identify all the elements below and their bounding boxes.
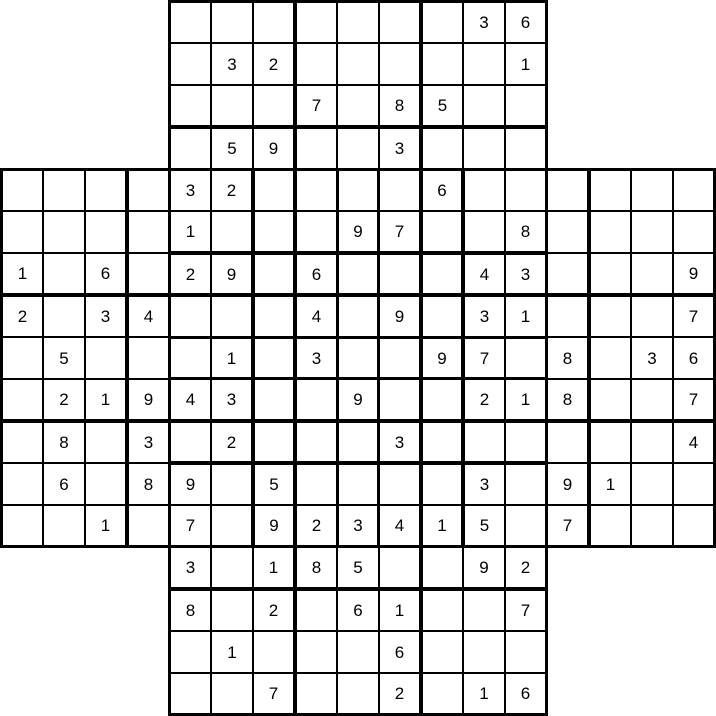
sudoku-cell-given[interactable]: 6 — [420, 168, 464, 211]
sudoku-cell-given[interactable]: 8 — [547, 337, 590, 379]
sudoku-cell-given[interactable]: 6 — [505, 0, 548, 43]
sudoku-cell-empty[interactable] — [547, 294, 590, 337]
sudoku-cell-empty[interactable] — [420, 631, 463, 673]
sudoku-cell-empty[interactable] — [0, 379, 43, 422]
sudoku-cell-given[interactable]: 1 — [85, 379, 128, 422]
sudoku-cell-empty[interactable] — [252, 379, 296, 422]
sudoku-cell-given[interactable]: 3 — [505, 252, 548, 296]
sudoku-cell-empty[interactable] — [420, 673, 463, 716]
sudoku-cell-given[interactable]: 3 — [168, 168, 211, 211]
sudoku-cell-empty[interactable] — [420, 43, 463, 85]
sudoku-cell-given[interactable]: 8 — [43, 420, 85, 463]
sudoku-cell-given[interactable]: 4 — [168, 379, 211, 422]
sudoku-cell-empty[interactable] — [379, 168, 422, 211]
sudoku-cell-given[interactable]: 6 — [379, 631, 422, 673]
sudoku-cell-empty[interactable] — [294, 588, 337, 631]
sudoku-cell-given[interactable]: 9 — [547, 463, 590, 505]
sudoku-cell-empty[interactable] — [505, 168, 548, 211]
sudoku-cell-empty[interactable] — [168, 85, 211, 128]
sudoku-cell-empty[interactable] — [252, 336, 296, 380]
sudoku-cell-empty[interactable] — [85, 463, 128, 505]
sudoku-cell-empty[interactable] — [0, 168, 43, 211]
sudoku-cell-empty[interactable] — [420, 252, 464, 296]
sudoku-cell-given[interactable]: 8 — [294, 547, 337, 590]
sudoku-cell-empty[interactable] — [294, 126, 337, 169]
sudoku-cell-given[interactable]: 2 — [168, 252, 211, 296]
sudoku-cell-empty[interactable] — [631, 294, 673, 337]
sudoku-cell-empty[interactable] — [337, 631, 379, 673]
sudoku-cell-empty[interactable] — [631, 505, 673, 548]
sudoku-cell-given[interactable]: 5 — [337, 547, 379, 590]
sudoku-cell-empty[interactable] — [336, 336, 380, 380]
sudoku-cell-empty[interactable] — [420, 420, 464, 464]
sudoku-cell-empty[interactable] — [505, 336, 548, 380]
sudoku-cell-empty[interactable] — [337, 0, 379, 43]
sudoku-cell-given[interactable]: 2 — [43, 379, 85, 422]
sudoku-cell-empty[interactable] — [0, 463, 43, 505]
sudoku-cell-given[interactable]: 1 — [420, 505, 464, 548]
sudoku-cell-given[interactable]: 7 — [505, 588, 548, 631]
sudoku-cell-given[interactable]: 3 — [211, 43, 253, 85]
sudoku-cell-empty[interactable] — [168, 0, 211, 43]
sudoku-cell-given[interactable]: 3 — [379, 420, 422, 464]
sudoku-cell-given[interactable]: 8 — [379, 85, 422, 128]
sudoku-cell-given[interactable]: 5 — [462, 505, 505, 548]
sudoku-cell-given[interactable]: 1 — [588, 463, 631, 505]
sudoku-cell-empty[interactable] — [505, 631, 548, 673]
sudoku-cell-empty[interactable] — [168, 631, 211, 673]
sudoku-cell-empty[interactable] — [336, 252, 380, 296]
sudoku-cell-empty[interactable] — [588, 168, 631, 211]
sudoku-cell-empty[interactable] — [505, 505, 548, 548]
sudoku-cell-empty[interactable] — [211, 673, 253, 716]
sudoku-cell-empty[interactable] — [379, 336, 422, 380]
sudoku-cell-empty[interactable] — [211, 0, 253, 43]
sudoku-cell-empty[interactable] — [420, 547, 463, 590]
sudoku-cell-empty[interactable] — [0, 505, 43, 548]
sudoku-cell-given[interactable]: 2 — [211, 168, 254, 211]
sudoku-cell-given[interactable]: 3 — [85, 294, 128, 337]
sudoku-cell-empty[interactable] — [379, 462, 422, 505]
sudoku-cell-empty[interactable] — [252, 294, 296, 337]
sudoku-cell-empty[interactable] — [126, 337, 169, 379]
sudoku-cell-given[interactable]: 8 — [505, 211, 548, 254]
sudoku-cell-empty[interactable] — [463, 43, 505, 85]
sudoku-cell-empty[interactable] — [211, 505, 254, 548]
sudoku-cell-empty[interactable] — [252, 420, 296, 464]
sudoku-cell-given[interactable]: 4 — [673, 420, 716, 463]
sudoku-cell-given[interactable]: 2 — [505, 547, 548, 590]
sudoku-cell-empty[interactable] — [631, 168, 673, 211]
sudoku-cell-given[interactable]: 9 — [126, 379, 169, 422]
sudoku-cell-given[interactable]: 1 — [211, 631, 253, 673]
sudoku-cell-given[interactable]: 1 — [85, 505, 128, 548]
sudoku-cell-empty[interactable] — [294, 211, 337, 254]
sudoku-cell-empty[interactable] — [294, 420, 337, 464]
sudoku-cell-given[interactable]: 7 — [253, 673, 296, 716]
sudoku-cell-empty[interactable] — [126, 505, 169, 548]
sudoku-cell-given[interactable]: 1 — [379, 588, 422, 631]
sudoku-cell-given[interactable]: 2 — [379, 673, 422, 716]
sudoku-cell-empty[interactable] — [463, 631, 505, 673]
sudoku-cell-empty[interactable] — [211, 547, 253, 590]
sudoku-cell-given[interactable]: 9 — [336, 379, 380, 422]
sudoku-cell-empty[interactable] — [253, 0, 296, 43]
sudoku-cell-empty[interactable] — [420, 294, 464, 337]
sudoku-cell-given[interactable]: 7 — [547, 505, 590, 548]
sudoku-cell-empty[interactable] — [85, 168, 128, 211]
sudoku-cell-given[interactable]: 3 — [294, 336, 337, 380]
sudoku-cell-given[interactable]: 3 — [631, 337, 673, 379]
sudoku-cell-empty[interactable] — [673, 168, 716, 211]
sudoku-cell-empty[interactable] — [463, 588, 505, 631]
sudoku-cell-empty[interactable] — [588, 337, 631, 379]
sudoku-cell-empty[interactable] — [252, 252, 296, 296]
sudoku-cell-given[interactable]: 1 — [505, 379, 548, 422]
sudoku-cell-given[interactable]: 3 — [168, 547, 211, 590]
sudoku-cell-given[interactable]: 2 — [294, 505, 337, 548]
sudoku-cell-empty[interactable] — [43, 168, 85, 211]
sudoku-cell-given[interactable]: 7 — [673, 294, 716, 337]
sudoku-cell-given[interactable]: 9 — [253, 126, 296, 169]
sudoku-cell-empty[interactable] — [126, 211, 169, 253]
sudoku-cell-given[interactable]: 5 — [211, 126, 253, 169]
sudoku-cell-given[interactable]: 5 — [252, 462, 296, 505]
sudoku-cell-empty[interactable] — [505, 420, 548, 464]
sudoku-cell-empty[interactable] — [547, 253, 590, 296]
sudoku-cell-empty[interactable] — [43, 253, 85, 296]
sudoku-cell-given[interactable]: 9 — [673, 253, 716, 296]
sudoku-cell-empty[interactable] — [505, 126, 548, 169]
sudoku-cell-given[interactable]: 4 — [462, 252, 505, 296]
sudoku-cell-empty[interactable] — [588, 379, 631, 422]
sudoku-cell-empty[interactable] — [379, 0, 422, 43]
sudoku-cell-empty[interactable] — [420, 462, 464, 505]
sudoku-cell-given[interactable]: 4 — [294, 294, 337, 337]
sudoku-cell-given[interactable]: 3 — [462, 294, 505, 337]
sudoku-cell-given[interactable]: 9 — [168, 462, 211, 505]
sudoku-cell-empty[interactable] — [43, 505, 85, 548]
sudoku-cell-given[interactable]: 7 — [294, 85, 337, 128]
sudoku-cell-empty[interactable] — [168, 294, 211, 337]
sudoku-cell-given[interactable]: 7 — [673, 379, 716, 422]
sudoku-cell-empty[interactable] — [211, 211, 254, 254]
sudoku-cell-empty[interactable] — [631, 420, 673, 463]
sudoku-cell-empty[interactable] — [168, 673, 211, 716]
sudoku-cell-empty[interactable] — [43, 211, 85, 253]
sudoku-cell-empty[interactable] — [0, 211, 43, 253]
sudoku-cell-empty[interactable] — [379, 379, 422, 422]
sudoku-cell-empty[interactable] — [505, 462, 548, 505]
sudoku-cell-empty[interactable] — [463, 85, 505, 128]
sudoku-cell-empty[interactable] — [253, 631, 296, 673]
sudoku-cell-given[interactable]: 9 — [211, 252, 254, 296]
sudoku-cell-given[interactable]: 1 — [505, 294, 548, 337]
sudoku-cell-given[interactable]: 8 — [126, 463, 169, 505]
sudoku-cell-given[interactable]: 9 — [463, 547, 505, 590]
sudoku-cell-given[interactable]: 2 — [253, 43, 296, 85]
sudoku-cell-given[interactable]: 7 — [462, 336, 505, 380]
sudoku-cell-empty[interactable] — [588, 505, 631, 548]
sudoku-cell-empty[interactable] — [211, 588, 253, 631]
sudoku-cell-given[interactable]: 9 — [379, 294, 422, 337]
sudoku-cell-given[interactable]: 2 — [462, 379, 505, 422]
sudoku-cell-empty[interactable] — [253, 85, 296, 128]
sudoku-cell-given[interactable]: 3 — [336, 505, 380, 548]
sudoku-cell-empty[interactable] — [294, 43, 337, 85]
sudoku-cell-empty[interactable] — [336, 168, 380, 211]
sudoku-cell-empty[interactable] — [168, 43, 211, 85]
sudoku-cell-empty[interactable] — [0, 420, 43, 463]
sudoku-cell-empty[interactable] — [126, 168, 169, 211]
sudoku-cell-empty[interactable] — [631, 463, 673, 505]
sudoku-cell-given[interactable]: 6 — [673, 337, 716, 379]
sudoku-cell-empty[interactable] — [211, 85, 253, 128]
sudoku-cell-given[interactable]: 1 — [211, 336, 254, 380]
sudoku-cell-empty[interactable] — [379, 252, 422, 296]
sudoku-cell-given[interactable]: 1 — [463, 673, 505, 716]
sudoku-cell-given[interactable]: 4 — [126, 294, 169, 337]
sudoku-cell-empty[interactable] — [126, 253, 169, 296]
sudoku-cell-given[interactable]: 7 — [379, 211, 422, 254]
sudoku-cell-empty[interactable] — [294, 0, 337, 43]
sudoku-cell-given[interactable]: 5 — [420, 85, 463, 128]
sudoku-cell-given[interactable]: 4 — [379, 505, 422, 548]
sudoku-cell-given[interactable]: 1 — [0, 253, 43, 296]
sudoku-cell-empty[interactable] — [588, 253, 631, 296]
sudoku-cell-empty[interactable] — [379, 547, 422, 590]
sudoku-cell-given[interactable]: 3 — [126, 420, 169, 463]
sudoku-cell-empty[interactable] — [588, 211, 631, 253]
sudoku-cell-empty[interactable] — [420, 379, 464, 422]
sudoku-cell-empty[interactable] — [168, 420, 211, 464]
sudoku-cell-empty[interactable] — [420, 588, 463, 631]
sudoku-cell-empty[interactable] — [294, 168, 337, 211]
sudoku-cell-given[interactable]: 9 — [336, 211, 380, 254]
sudoku-cell-given[interactable]: 3 — [462, 462, 505, 505]
sudoku-cell-empty[interactable] — [337, 673, 379, 716]
sudoku-cell-empty[interactable] — [294, 462, 337, 505]
sudoku-cell-empty[interactable] — [85, 420, 128, 463]
sudoku-cell-empty[interactable] — [294, 673, 337, 716]
sudoku-cell-given[interactable]: 2 — [211, 420, 254, 464]
sudoku-cell-given[interactable]: 3 — [463, 0, 505, 43]
sudoku-cell-empty[interactable] — [547, 420, 590, 463]
sudoku-cell-empty[interactable] — [168, 126, 211, 169]
sudoku-cell-empty[interactable] — [336, 462, 380, 505]
sudoku-cell-given[interactable]: 5 — [43, 337, 85, 379]
sudoku-cell-empty[interactable] — [85, 211, 128, 253]
sudoku-cell-given[interactable]: 8 — [547, 379, 590, 422]
sudoku-cell-empty[interactable] — [336, 294, 380, 337]
sudoku-cell-empty[interactable] — [252, 211, 296, 254]
sudoku-cell-empty[interactable] — [673, 463, 716, 505]
sudoku-cell-empty[interactable] — [462, 420, 505, 464]
sudoku-cell-empty[interactable] — [462, 211, 505, 254]
sudoku-cell-empty[interactable] — [547, 211, 590, 253]
sudoku-cell-empty[interactable] — [631, 253, 673, 296]
sudoku-cell-given[interactable]: 3 — [211, 379, 254, 422]
sudoku-cell-empty[interactable] — [631, 211, 673, 253]
sudoku-cell-empty[interactable] — [211, 462, 254, 505]
sudoku-cell-empty[interactable] — [294, 379, 337, 422]
sudoku-cell-empty[interactable] — [337, 43, 379, 85]
sudoku-cell-empty[interactable] — [211, 294, 254, 337]
sudoku-cell-given[interactable]: 2 — [0, 294, 43, 337]
sudoku-cell-empty[interactable] — [420, 0, 463, 43]
sudoku-cell-empty[interactable] — [294, 631, 337, 673]
sudoku-cell-empty[interactable] — [505, 85, 548, 128]
sudoku-cell-empty[interactable] — [588, 420, 631, 463]
sudoku-cell-given[interactable]: 3 — [379, 126, 422, 169]
sudoku-cell-given[interactable]: 8 — [168, 588, 211, 631]
sudoku-cell-empty[interactable] — [673, 505, 716, 548]
sudoku-cell-empty[interactable] — [463, 126, 505, 169]
sudoku-cell-empty[interactable] — [0, 337, 43, 379]
sudoku-cell-empty[interactable] — [547, 168, 590, 211]
sudoku-cell-given[interactable]: 6 — [505, 673, 548, 716]
sudoku-cell-empty[interactable] — [337, 85, 379, 128]
sudoku-cell-given[interactable]: 9 — [252, 505, 296, 548]
sudoku-cell-empty[interactable] — [168, 336, 211, 380]
sudoku-cell-empty[interactable] — [85, 337, 128, 379]
sudoku-cell-given[interactable]: 1 — [505, 43, 548, 85]
sudoku-cell-given[interactable]: 7 — [168, 505, 211, 548]
sudoku-cell-given[interactable]: 1 — [168, 211, 211, 254]
sudoku-cell-given[interactable]: 6 — [43, 463, 85, 505]
sudoku-cell-given[interactable]: 9 — [420, 336, 464, 380]
sudoku-cell-given[interactable]: 6 — [85, 253, 128, 296]
sudoku-cell-empty[interactable] — [588, 294, 631, 337]
sudoku-cell-given[interactable]: 1 — [253, 547, 296, 590]
sudoku-cell-given[interactable]: 2 — [253, 588, 296, 631]
sudoku-cell-given[interactable]: 6 — [294, 252, 337, 296]
sudoku-cell-empty[interactable] — [337, 126, 379, 169]
sudoku-cell-empty[interactable] — [631, 379, 673, 422]
sudoku-cell-empty[interactable] — [673, 211, 716, 253]
sudoku-cell-empty[interactable] — [252, 168, 296, 211]
sudoku-cell-empty[interactable] — [43, 294, 85, 337]
sudoku-cell-empty[interactable] — [336, 420, 380, 464]
sudoku-cell-empty[interactable] — [420, 211, 464, 254]
sudoku-cell-empty[interactable] — [462, 168, 505, 211]
sudoku-cell-empty[interactable] — [420, 126, 463, 169]
sudoku-cell-empty[interactable] — [379, 43, 422, 85]
sudoku-cell-given[interactable]: 6 — [337, 588, 379, 631]
